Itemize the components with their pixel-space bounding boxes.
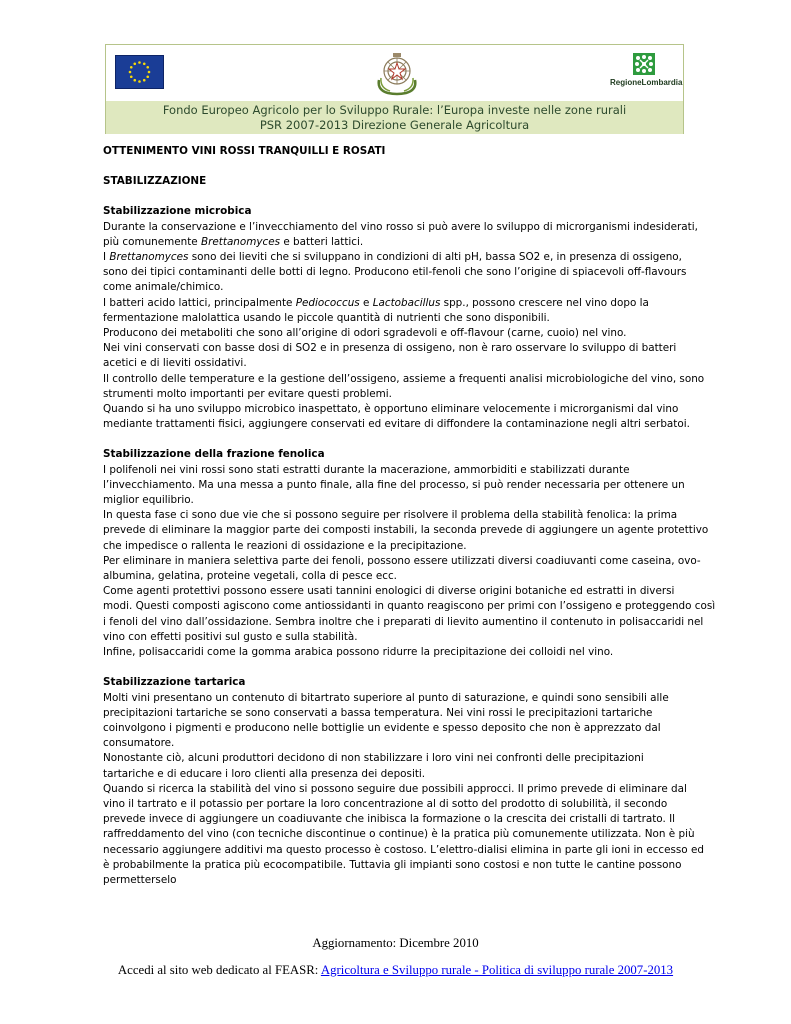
banner-band (106, 101, 683, 134)
update-date: Aggiornamento: Dicembre 2010 (312, 936, 479, 950)
text-line: Il controllo delle temperature e la gestione dell’ossigeno, assieme a frequenti analisi microbiologiche del vino, sono (103, 372, 705, 385)
text-line: strumenti molto importanti per evitare questi problemi. (103, 387, 392, 400)
text-line: consumatore. (103, 737, 175, 750)
text-line: sono dei tipici contaminanti delle botti di legno. Producono etil-fenoli che sono l’origine di spiacevoli off-flavours (103, 266, 687, 279)
text-line: i fenoli del vino dall’ossidazione. Sembra inoltre che i preparati di lievito aumentino il contenuto in polisaccaridi nel (103, 615, 704, 628)
banner-subtitle: PSR 2007-2013 Direzione Generale Agricoltura (259, 118, 530, 132)
italian-emblem-icon (374, 50, 420, 96)
section-heading: STABILIZZAZIONE (103, 175, 207, 188)
paragraph-tartaric (103, 691, 704, 889)
text-line: Durante la conservazione e l’invecchiamento del vino rosso si può avere lo sviluppo di microrganismi indesiderati, (103, 220, 698, 233)
banner-title: Fondo Europeo Agricolo per lo Sviluppo Rurale: l’Europa investe nelle zone rurali (162, 103, 627, 117)
header-banner (105, 44, 684, 134)
text-line: mediante trattamenti fisici, aggiungere conservati ed evitare di diffondere la contaminazione negli altri serbatoi. (103, 418, 690, 431)
text-line: prevede di eliminare la maggior parte dei composti instabili, la seconda prevede di aggiungere un agente protettivo (103, 524, 709, 537)
text-line: prevede invece di aggiungere un coadiuvante che inibisca la formazione o la crescita dei cristalli di tartrato. Il (103, 813, 676, 826)
subheading-tartaric: Stabilizzazione tartarica (103, 676, 246, 689)
text-line: permetterselo (103, 873, 177, 886)
subheading-microbial: Stabilizzazione microbica (103, 205, 252, 218)
text-line: acetici e di lieviti ossidativi. (103, 357, 247, 370)
text-line: come animale/chimico. (103, 281, 224, 294)
text-line: tartariche e di educare i loro clienti alla presenza dei depositi. (103, 767, 426, 780)
text-line: Nonostante ciò, alcuni produttori decidono di non stabilizzare i loro vini nei confronti delle precipitazioni (103, 752, 644, 765)
text-line: vino con effetti positivi sul gusto e sulla stabilità. (103, 630, 358, 643)
region-logo-text: RegioneLombardia (610, 78, 683, 87)
feasr-policy-link[interactable]: Agricoltura e Sviluppo rurale - Politica di sviluppo rurale 2007-2013 (320, 963, 674, 977)
text-line: albumina, gelatina, proteine vegetali, colla di pesce ecc. (103, 570, 397, 583)
subheading-phenolic: Stabilizzazione della frazione fenolica (103, 448, 325, 461)
text-line: più comunemente Brettanomyces e batteri lattici. (103, 235, 364, 248)
footer-prefix: Accedi al sito web dedicato al FEASR: (117, 963, 321, 977)
eu-flag-icon (115, 55, 164, 89)
text-line: è probabilmente la pratica più ecocompatibile. Tuttavia gli impianti sono costosi e non tutte le cantine possono (103, 858, 682, 871)
text-line: raffreddamento del vino (con tecniche discontinue o continue) è la pratica più comunemente utilizzata. Non è più (103, 828, 695, 841)
text-line: In questa fase ci sono due vie che si possono seguire per risolvere il problema della stabilità fenolica: la prima (103, 509, 678, 522)
document-title: OTTENIMENTO VINI ROSSI TRANQUILLI E ROSATI (103, 145, 386, 157)
rosa-camuna-icon (633, 53, 655, 75)
paragraph-phenolic (103, 463, 716, 661)
text-line: Infine, polisaccaridi come la gomma arabica possono ridurre la precipitazione dei colloidi nel vino. (103, 646, 614, 659)
text-line: modi. Questi composti agiscono come antiossidanti in quanto reagiscono per primi con l’ossigeno e proteggendo così (103, 600, 716, 613)
logo-row (106, 45, 683, 101)
text-line: miglior equilibrio. (103, 494, 194, 507)
text-line: Come agenti protettivi possono essere usati tannini enologici di diverse origini botaniche ed estratti in diversi (103, 585, 675, 598)
text-line: Quando si ha uno sviluppo microbico inaspettato, è opportuno eliminare velocemente i microrganismi dal vino (103, 403, 679, 416)
text-line: Quando si ricerca la stabilità del vino si possono seguire due possibili approcci. Il primo prevede di eliminare dal (103, 782, 687, 795)
text-line: Nei vini conservati con basse dosi di SO2 e in presenza di ossigeno, non è raro osservare lo sviluppo di batteri (103, 342, 677, 355)
text-line: precipitazioni tartariche se sono conservati a bassa temperatura. Nei vini rossi le precipitazioni tartariche (103, 706, 653, 719)
footer-link-row (0, 963, 791, 978)
text-line: che impedisce o rallenta le reazioni di ossidazione e la precipitazione. (103, 539, 467, 552)
text-line: I batteri acido lattici, principalmente Pediococcus e Lactobacillus spp., possono crescere nel vino dopo la (103, 296, 649, 309)
text-line: I polifenoli nei vini rossi sono stati estratti durante la macerazione, ammorbiditi e stabilizzati durante (103, 463, 630, 476)
text-line: coinvolgono i pigmenti e producono nelle bottiglie un evidente e spesso deposito che non è apprezzato dal (103, 721, 661, 734)
paragraph-microbial (103, 220, 705, 433)
text-line: I Brettanomyces sono dei lieviti che si sviluppano in condizioni di alti pH, bassa SO2 e, in presenza di ossigeno, (103, 251, 682, 264)
text-line: vino il tartrato e il potassio per portare la loro concentrazione al di sotto del prodotto di solubilità, il secondo (103, 797, 668, 810)
regione-lombardia-logo (610, 53, 683, 99)
text-line: Molti vini presentano un contenuto di bitartrato superiore al punto di saturazione, e quindi sono sensibili alle (103, 691, 669, 704)
text-line: necessario aggiungere additivi ma questo processo è costoso. L’elettro-dialisi elimina in parte gli ioni in eccesso ed (103, 843, 704, 856)
text-line: Per eliminare in maniera selettiva parte dei fenoli, possono essere utilizzati diversi coadiuvanti come caseina, ovo- (103, 554, 701, 567)
text-line: Producono dei metaboliti che sono all’origine di odori sgradevoli e off-flavour (carne, cuoio) nel vino. (103, 327, 627, 340)
document-body (103, 144, 716, 888)
text-line: l’invecchiamento. Ma una messa a punto finale, alla fine del processo, si può render necessaria per ottenere un (103, 478, 685, 491)
text-line: fermentazione malolattica usando le piccole quantità di nutrienti che sono disponibili. (103, 311, 550, 324)
